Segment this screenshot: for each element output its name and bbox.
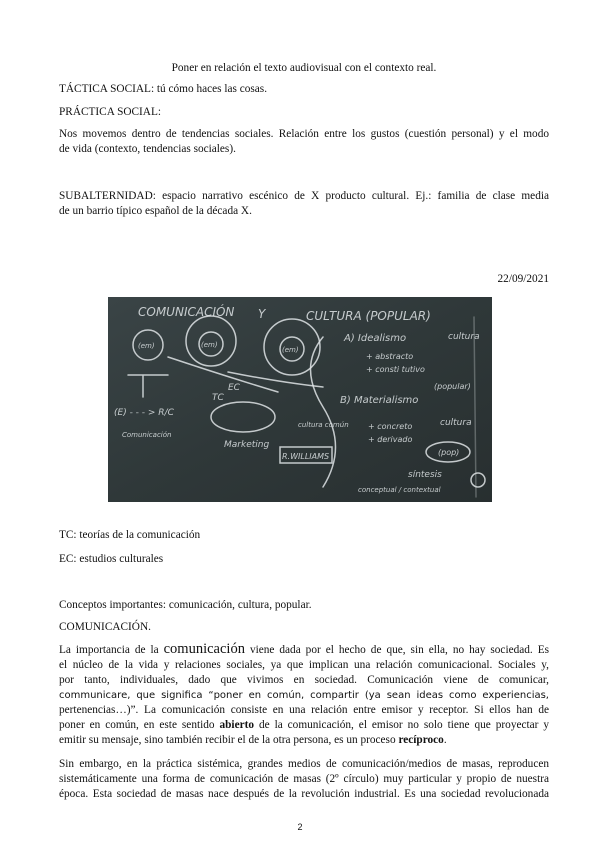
practica-social-text-1: Nos movemos dentro de tendencias sociales. Relación entre los gustos (cuestión personal) y el modo: [59, 128, 549, 140]
bb-constitutivo: + consti tutivo: [366, 365, 425, 374]
bb-cultura-2: cultura: [440, 418, 472, 428]
subalternidad-2: de un barrio típico español de la década X.: [59, 205, 252, 217]
subalternidad-1: SUBALTERNIDAD: espacio narrativo escénico de X producto cultural. Ej.: familia de clase media: [59, 190, 549, 202]
bb-abstracto: + abstracto: [366, 352, 414, 361]
bb-comunicacion: Comunicación: [122, 431, 172, 439]
bb-em-1: (em): [138, 342, 155, 350]
p1-abierto-bold: abierto: [219, 719, 255, 731]
bb-em-3: (em): [282, 346, 299, 354]
bb-title-left: COMUNICACIÓN: [138, 305, 235, 319]
bb-cultura-comun: cultura común: [298, 421, 349, 429]
page-number: 2: [297, 822, 303, 832]
p1-line-2: el núcleo de la vida y relaciones sociales, ya que implican una relación comunicacional. Sociales y,: [59, 659, 549, 671]
bb-em-2: (em): [201, 341, 218, 349]
p1-line-6: poner en común, en este sentido abierto de la comunicación, el emisor no solo tiene que proyectar y: [59, 719, 550, 731]
bb-derivado: + derivado: [368, 435, 413, 444]
p1-comunicacion-emphasis: comunicación: [163, 641, 245, 657]
p1-line-7: emitir su mensaje, sino también recibir el de la otra persona, es un proceso recíproco.: [59, 734, 447, 746]
heading: Poner en relación el texto audiovisual con el contexto real.: [171, 62, 437, 74]
p1-line-3: por tanto, individuales, dado que vivimos en sociedad. Comunicación viene de comunicar,: [59, 674, 549, 686]
bb-materialismo: B) Materialismo: [340, 395, 419, 406]
comunicacion-heading: COMUNICACIÓN.: [59, 621, 151, 633]
ec-definition: EC: estudios culturales: [59, 553, 164, 565]
bb-er-label: (E) - - - > R/C: [114, 408, 174, 418]
p1-reciproco-bold: recíproco: [398, 734, 444, 746]
bb-idealismo: A) Idealismo: [344, 333, 407, 344]
p2-line-2: sistemáticamente una forma de comunicación de masas (2º círculo) muy particular y propio de nuestra: [59, 773, 549, 785]
p1-line-5: pertenencias…)”. La comunicación consiste en una relación entre emisor y receptor. Si ellos han de: [59, 704, 549, 716]
bb-sintesis: síntesis: [408, 470, 442, 480]
bb-ec: EC: [228, 383, 240, 393]
tactica-social: TÁCTICA SOCIAL: tú cómo haces las cosas.: [59, 83, 268, 95]
bb-marketing: Marketing: [224, 440, 270, 450]
bb-popular: (popular): [434, 382, 471, 391]
conceptos: Conceptos importantes: comunicación, cultura, popular.: [59, 599, 312, 611]
bb-title-right: CULTURA (POPULAR): [306, 309, 431, 323]
bb-concreto: + concreto: [368, 422, 413, 431]
p1-line-1: La importancia de la comunicación viene dada por el hecho de que, sin ella, no hay sociedad. Es: [59, 641, 550, 657]
p1-line-4: communicare, que significa “poner en común, compartir (ya sean ideas como experiencias,: [59, 690, 549, 701]
bb-tc: TC: [212, 393, 224, 403]
tc-definition: TC: teorías de la comunicación: [59, 529, 201, 541]
bb-williams: R.WILLIAMS: [282, 452, 330, 461]
bb-pop: (pop): [438, 448, 460, 457]
p2-line-1: Sin embargo, en la práctica sistémica, grandes medios de comunicación/medios de masas, reproducen: [59, 758, 549, 770]
practica-social-label: PRÁCTICA SOCIAL:: [59, 106, 162, 118]
bb-cultura-1: cultura: [448, 332, 480, 342]
bb-title-mid: Y: [258, 307, 266, 321]
p2-line-3: época. Esta sociedad de masas nace después de la revolución industrial. Es una sociedad revolucionada: [59, 788, 549, 800]
bb-conceptual-contextual: conceptual / contextual: [358, 486, 441, 494]
practica-social-text-2: de vida (contexto, tendencias sociales).: [59, 143, 236, 155]
blackboard-photo: [108, 297, 492, 502]
date: 22/09/2021: [497, 273, 549, 285]
